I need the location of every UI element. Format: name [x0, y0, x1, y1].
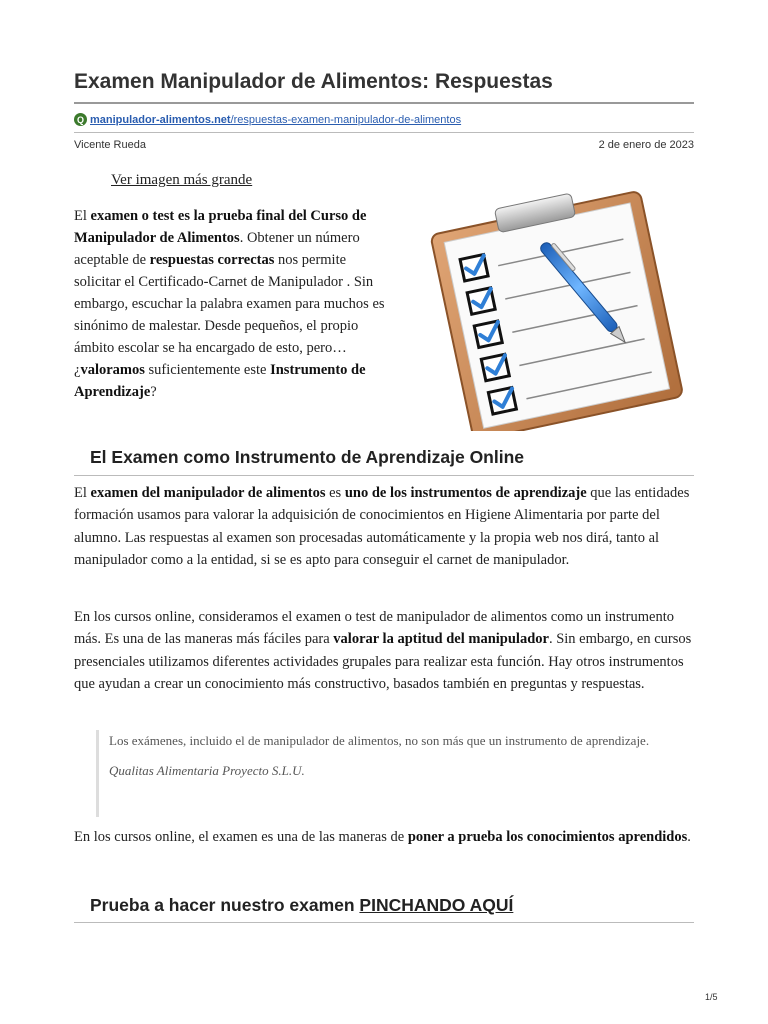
page-number: 1/5: [705, 992, 718, 1002]
divider: [74, 132, 694, 133]
paragraph: En los cursos online, el examen es una de las maneras de poner a prueba los conocimientos aprendidos.: [74, 829, 691, 845]
blockquote: [96, 730, 692, 817]
url-domain[interactable]: manipulador-alimentos.net: [90, 113, 231, 126]
pinchando-aqui-link[interactable]: PINCHANDO AQUÍ: [359, 895, 514, 915]
paper: [444, 203, 669, 428]
url-path[interactable]: /respuestas-examen-manipulador-de-alimentos: [230, 113, 462, 126]
site-favicon-icon: Q: [74, 113, 87, 126]
quote-citation: Qualitas Alimentaria Proyecto S.L.U.: [109, 763, 305, 778]
section-heading-prueba: Prueba a hacer nuestro examen PINCHANDO AQUÍ: [90, 895, 514, 915]
divider: [74, 922, 694, 923]
divider: [74, 475, 694, 476]
paragraph: En los cursos online, consideramos el examen o test de manipulador de alimentos como un instrumento más. Es una de las maneras más fáciles para valorar la aptitud del manipulador. Sin embargo, en cursos presenciales utilizamos diferentes actividades grupales para realizar esta función. Hay otros instrumentos que ayudan a crear un conocimiento más constructivo, basados también en preguntas y respuestas.: [74, 609, 692, 692]
article-meta: [74, 139, 694, 151]
page-title: Examen Manipulador de Alimentos: Respuestas: [74, 70, 694, 104]
intro-paragraph: El examen o test es la prueba final del Curso de Manipulador de Alimentos. Obtener un número aceptable de respuestas correctas nos permite solicitar el Certificado-Carnet de Manipulador . Sin embargo, escuchar la palabra examen para muchos es sinónimo de malestar. Desde pequeños, el propio ámbito escolar se ha encargado de esto, pero… ¿valoramos suficientemente este Instrumento de Aprendizaje?: [74, 208, 385, 400]
author: Vicente Rueda: [74, 139, 146, 151]
source-url[interactable]: [74, 113, 461, 126]
section-heading-examen: El Examen como Instrumento de Aprendizaje Online: [90, 447, 525, 467]
clipboard-checklist-image: [414, 183, 694, 431]
quote-text: Los exámenes, incluido el de manipulador de alimentos, no son más que un instrumento de aprendizaje.: [109, 733, 650, 748]
paragraph: El examen del manipulador de alimentos es uno de los instrumentos de aprendizaje que las entidades formación usamos para valorar la adquisición de conocimientos en Higiene Alimentaria por parte del alumno. Las respuestas al examen son procesadas automáticamente y la propia web nos dirá, tanto al manipulador como a la entidad, si se es apto para conseguir el carnet de manipulador.: [74, 485, 690, 568]
publish-date: 2 de enero de 2023: [598, 139, 694, 151]
view-larger-image-link[interactable]: Ver imagen más grande: [111, 172, 253, 188]
